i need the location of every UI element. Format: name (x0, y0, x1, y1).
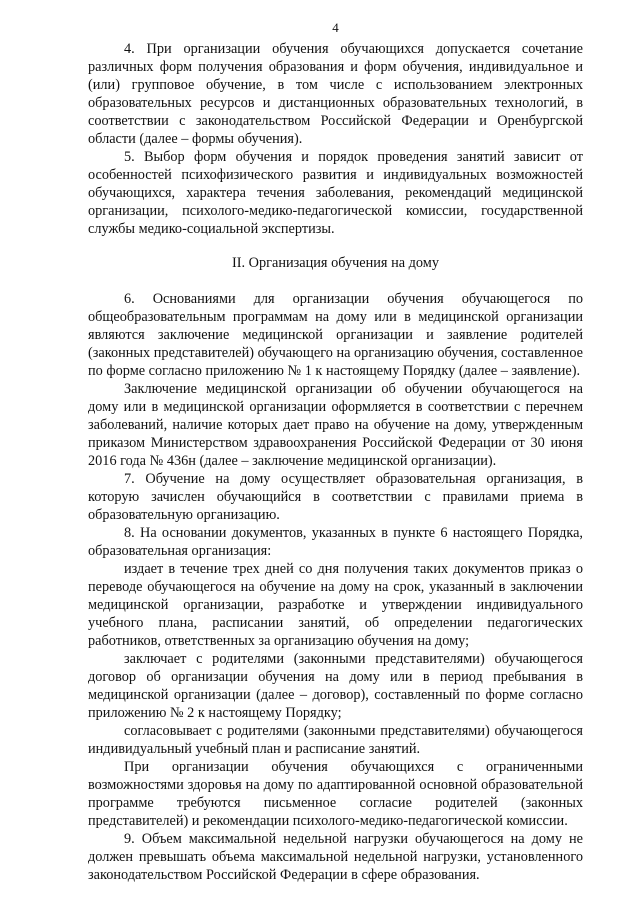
paragraph-5: 5. Выбор форм обучения и порядок проведения занятий зависит от особенностей психофизического развития и индивидуальных возможностей обучающихся, характера течения заболевания, рекомендаций медицинской организации, психолого-медико-педагогической комиссии, государственной службы медико-социальной экспертизы. (88, 149, 583, 237)
paragraph-6: 6. Основаниями для организации обучения обучающегося по общеобразовательным программам на дому или в медицинской организации являются заключение медицинской организации и заявление родителей (законных представителей) обучающего на организацию обучения, составленное по форме согласно приложению № 1 к настоящему Порядку (далее – заявление). (88, 291, 583, 379)
paragraph-disabilities: При организации обучения обучающихся с ограниченными возможностями здоровья на дому по адаптированной основной образовательной программе требуются письменное согласие родителей (законных представителей) и рекомендации психолого-медико-педагогической комиссии. (88, 759, 583, 829)
section-heading: II. Организация обучения на дому (231, 255, 440, 271)
page-number: 4 (332, 20, 339, 35)
paragraph-9: 9. Объем максимальной недельной нагрузки обучающегося на дому не должен превышать объема максимальной недельной нагрузки, установленного законодательством Российской Федерации в сфере образования. (88, 831, 583, 883)
paragraph-8-order: издает в течение трех дней со дня получения таких документов приказ о переводе обучающегося на обучение на дому на срок, указанный в заключении медицинской организации, разработке и утверждении индивидуального учебного плана, расписании занятий, об определении педагогических работников, ответственных за организацию обучения на дому; (88, 561, 583, 649)
paragraph-7: 7. Обучение на дому осуществляет образовательная организация, в которую зачислен обучающийся в соответствии с правилами приема в образовательную организацию. (88, 471, 583, 523)
paragraph-6-conclusion: Заключение медицинской организации об обучении обучающегося на дому или в медицинской организации оформляется в соответствии с перечнем заболеваний, наличие которых дает право на обучение на дому, утвержденным приказом Министерством здравоохранения Российской Федерации от 30 июня 2016 года № 436н (далее – заключение медицинской организации). (88, 381, 583, 469)
paragraph-8: 8. На основании документов, указанных в пункте 6 настоящего Порядка, образовательная организация: (88, 525, 583, 559)
paragraph-4: 4. При организации обучения обучающихся допускается сочетание различных форм получения образования и форм обучения, индивидуальное и (или) групповое обучение, в том числе с использованием электронных образовательных ресурсов и дистанционных образовательных технологий, в соответствии с законодательством Российской Федерации и Оренбургской области (далее – формы обучения). (88, 41, 583, 147)
paragraph-8-agreement: согласовывает с родителями (законными представителями) обучающегося индивидуальный учебный план и расписание занятий. (88, 723, 583, 757)
paragraph-8-contract: заключает с родителями (законными представителями) обучающегося договор об организации обучения на дому или в период пребывания в медицинской организации (далее – договор), составленный по форме согласно приложению № 2 к настоящему Порядку; (88, 651, 583, 721)
